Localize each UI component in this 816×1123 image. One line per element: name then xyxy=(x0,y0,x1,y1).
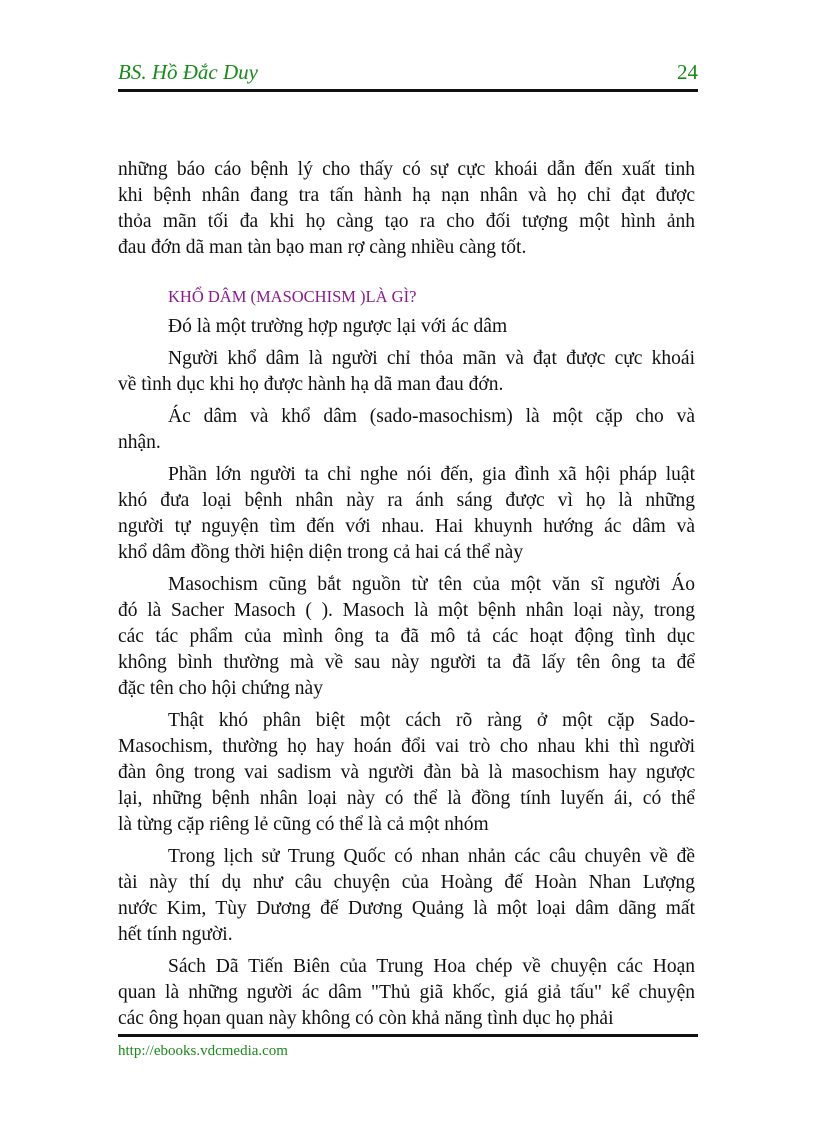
text-line: lại, những bệnh nhân loại này có thể là đồng tính luyến ái, có thể xyxy=(118,788,695,809)
text-line: người tự nguyện tìm đến với nhau. Hai khuynh hướng ác dâm và xyxy=(118,516,695,537)
text-line: hết tính người. xyxy=(118,924,233,945)
text-line: Thật khó phân biệt một cách rõ ràng ở một cặp Sado- xyxy=(168,710,695,731)
author-name: BS. Hồ Đắc Duy xyxy=(118,60,258,84)
paragraph xyxy=(118,954,695,1032)
text-line: Trong lịch sử Trung Quốc có nhan nhản các câu chuyên về đề xyxy=(168,846,695,867)
text-line: quan là những người ác dâm "Thủ giã khốc, giá giả tấu" kể chuyện xyxy=(118,982,695,1003)
text-line: nước Kim, Tùy Dương đế Dương Quảng là một loại dâm dãng mất xyxy=(118,898,695,919)
text-line: Đó là một trường hợp ngược lại với ác dâm xyxy=(168,316,508,337)
text-line: những báo cáo bệnh lý cho thấy có sự cực khoái dẫn đến xuất tinh xyxy=(118,159,695,180)
text-line: đàn ông trong vai sadism và người đàn bà là masochism hay ngược xyxy=(118,762,695,783)
text-line: về tình dục khi họ được hành hạ dã man đau đớn. xyxy=(118,374,504,395)
text-line: khi bệnh nhân đang tra tấn hành hạ nạn nhân và họ chỉ đạt được xyxy=(118,185,695,206)
text-line: Phần lớn người ta chỉ nghe nói đến, gia đình xã hội pháp luật xyxy=(168,464,695,485)
page-number: 24 xyxy=(677,60,698,84)
text-line: khó đưa loại bệnh nhân này ra ánh sáng được vì họ là những xyxy=(118,490,695,511)
footer-rule xyxy=(118,1034,698,1037)
header-rule xyxy=(118,89,698,92)
text-line: Ác dâm và khổ dâm (sado-masochism) là một cặp cho và xyxy=(168,406,695,427)
page-body xyxy=(118,157,695,1038)
paragraph xyxy=(118,157,695,261)
paragraph xyxy=(118,708,695,838)
paragraph xyxy=(118,572,695,702)
text-line: Người khổ dâm là người chỉ thỏa mãn và đạt được cực khoái xyxy=(168,348,695,369)
text-line: Masochism, thường họ hay hoán đổi vai trò cho nhau khi thì người xyxy=(118,736,695,757)
text-line: tài này thí dụ như câu chuyện của Hoàng đế Hoàn Nhan Lượng xyxy=(118,872,695,893)
text-line: đau đớn dã man tàn bạo man rợ càng nhiều càng tốt. xyxy=(118,237,527,258)
text-line: khổ dâm đồng thời hiện diện trong cả hai cá thể này xyxy=(118,542,524,563)
text-line: đặc tên cho hội chứng này xyxy=(118,678,323,699)
text-line: nhận. xyxy=(118,432,161,453)
section-paragraphs xyxy=(118,314,695,1032)
text-line: không bình thường mà về sau này người ta đã lấy tên ông ta để xyxy=(118,652,695,673)
page-header xyxy=(118,58,698,88)
section-heading: KHỔ DÂM (MASOCHISM )LÀ GÌ? xyxy=(168,287,417,306)
paragraph xyxy=(118,314,695,340)
text-line: đó là Sacher Masoch ( ). Masoch là một bệnh nhân loại này, trong xyxy=(118,600,695,621)
text-line: Masochism cũng bắt nguồn từ tên của một văn sĩ người Áo xyxy=(168,574,695,595)
paragraph xyxy=(118,404,695,456)
text-line: thỏa mãn tối đa khi họ càng tạo ra cho đối tượng một hình ảnh xyxy=(118,211,695,232)
text-line: các tác phẩm của mình ông ta đã mô tả các hoạt động tình dục xyxy=(118,626,695,647)
text-line: các ông họan quan này không có còn khả năng tình dục họ phải xyxy=(118,1008,614,1029)
text-line: là từng cặp riêng lẻ cũng có thể là cả một nhóm xyxy=(118,814,489,835)
text-line: Sách Dã Tiến Biên của Trung Hoa chép về chuyện các Hoạn xyxy=(168,956,695,977)
paragraph xyxy=(118,346,695,398)
intro-paragraphs xyxy=(118,157,695,261)
footer-url[interactable]: http://ebooks.vdcmedia.com xyxy=(118,1043,288,1059)
paragraph xyxy=(118,844,695,948)
paragraph xyxy=(118,462,695,566)
